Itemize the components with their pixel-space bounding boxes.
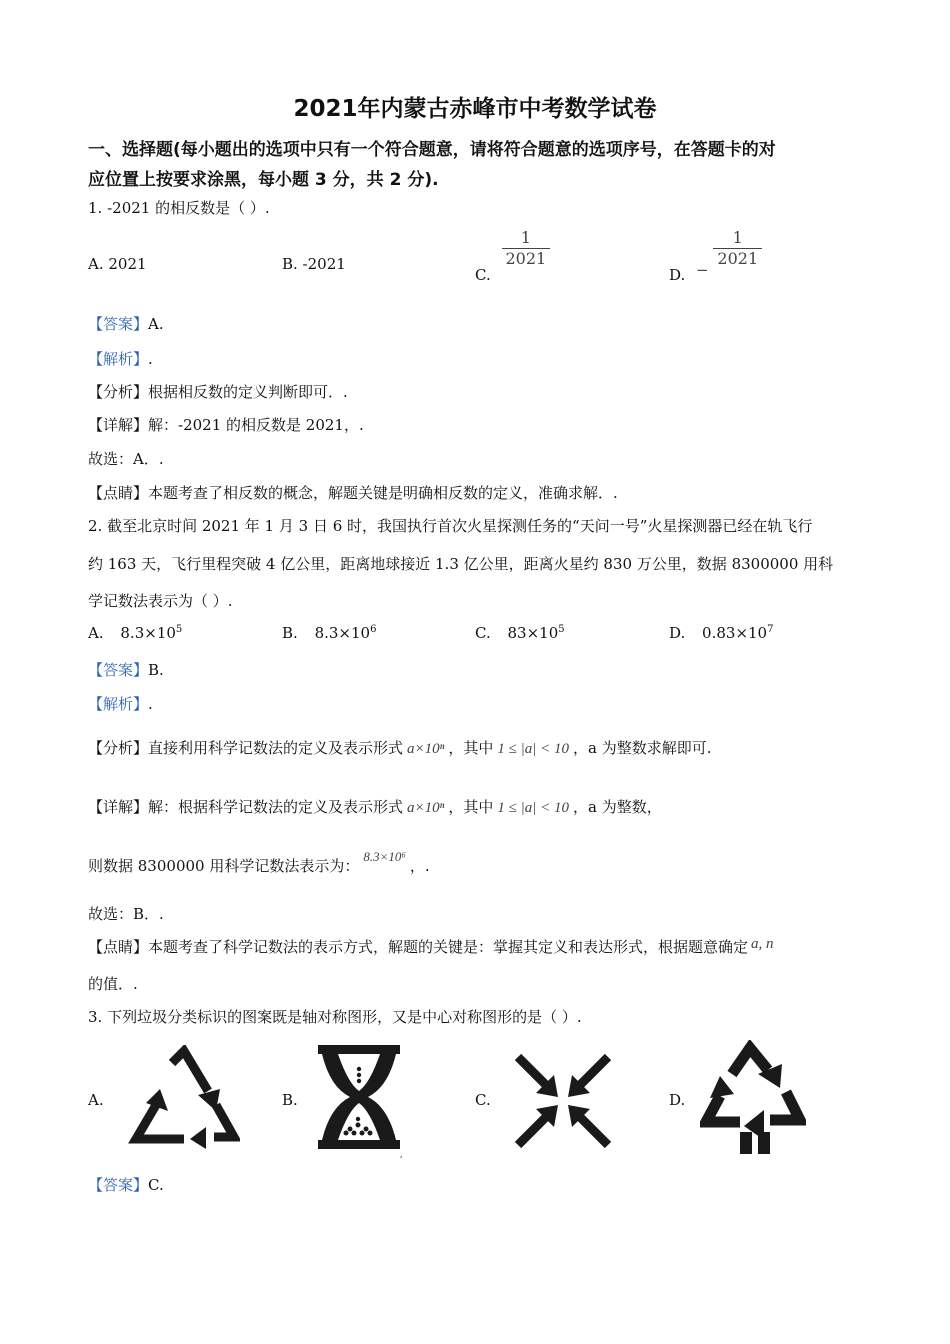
q2-option-b-exp: 6 (370, 624, 377, 635)
section-header-line1: 一、选择题(每小题出的选项中只有一个符合题意，请将符合题意的选项序号，在答题卡的对 (88, 140, 776, 160)
q1-analysis-value: . (148, 350, 153, 368)
q1-option-c-fraction (502, 228, 551, 269)
q2-fenxi (88, 737, 711, 758)
q2-fenxi-pre: 【分析】直接利用科学记数法的定义及表示形式 (88, 739, 404, 757)
q1-option-c-numerator: 1 (520, 228, 531, 247)
q2-result-post: ，. (409, 857, 430, 875)
q3-option-b-label: B. (282, 1091, 298, 1109)
q2-answer (88, 659, 164, 680)
q2-xiangjie-post: ，a 为整数， (573, 798, 662, 816)
q2-option-b (282, 624, 376, 642)
q3-option-d-label: D. (669, 1091, 686, 1109)
q2-fenxi-range: 1 ≤ |a| < 10 (497, 741, 569, 757)
q1-option-a: A. 2021 (88, 255, 147, 273)
q2-xiangjie-range: 1 ≤ |a| < 10 (497, 800, 569, 816)
recycle-triangle-icon (128, 1045, 240, 1149)
q2-dianjing-end: 的值．. (88, 975, 138, 993)
q2-xiangjie-formula: a×10ⁿ (407, 800, 445, 816)
q2-option-c-base: 83×10 (507, 624, 559, 642)
q1-option-d-fraction (713, 228, 762, 269)
q3-answer-value: C. (148, 1176, 164, 1194)
q2-xiangjie-pre: 【详解】解：根据科学记数法的定义及表示形式 (88, 798, 404, 816)
q2-dianjing-text: 【点睛】本题考查了科学记数法的表示方式，解题的关键是：掌握其定义和表达形式，根据题意确定 (88, 938, 749, 956)
q1-stem: 1. -2021 的相反数是（ ）. (88, 199, 270, 217)
q2-result-pre: 则数据 8300000 用科学记数法表示为： (88, 857, 360, 875)
q1-option-b: B. -2021 (282, 255, 346, 273)
q2-option-a (88, 624, 182, 642)
q2-dianjing-vars: a, n (751, 936, 774, 952)
four-arrows-inward-icon (514, 1053, 612, 1149)
q2-analysis (88, 693, 153, 714)
q3-answer-tag: 【答案】 (88, 1176, 149, 1194)
q3-option-a-label: A. (88, 1091, 104, 1109)
q2-xiangjie (88, 796, 662, 817)
q2-option-d-exp: 7 (767, 624, 774, 635)
q1-answer-tag: 【答案】 (88, 315, 149, 333)
q2-analysis-value: . (148, 695, 153, 713)
q1-answer (88, 313, 164, 334)
q2-fenxi-post: ，a 为整数求解即可. (573, 739, 712, 757)
q2-option-d-base: 0.83×10 (702, 624, 768, 642)
q3-stem: 3. 下列垃圾分类标识的图案既是轴对称图形，又是中心对称图形的是（ ）. (88, 1008, 582, 1026)
q2-stem-line2: 约 163 天，飞行里程突破 4 亿公里，距离地球接近 1.3 亿公里，距离火星约 830 万公里，数据 8300000 用科 (88, 555, 834, 573)
q2-result (88, 849, 430, 876)
q1-option-d-denominator: 2021 (713, 248, 762, 269)
q2-option-d-label: D. (669, 624, 686, 642)
q1-guxuan: 故选：A．. (88, 450, 164, 468)
q2-guxuan: 故选：B．. (88, 905, 164, 923)
q1-xiangjie: 【详解】解：-2021 的相反数是 2021，. (88, 416, 364, 434)
q2-option-b-label: B. (282, 624, 298, 642)
page-title: 2021年内蒙古赤峰市中考数学试卷 (293, 96, 657, 122)
q2-answer-value: B. (148, 661, 164, 679)
q1-option-d (669, 228, 762, 284)
q2-stem-line3: 学记数法表示为（ ）. (88, 592, 233, 610)
recycle-arrows-icon (700, 1040, 806, 1154)
q1-fenxi: 【分析】根据相反数的定义判断即可．. (88, 383, 348, 401)
q1-option-c (475, 228, 550, 284)
q2-option-c-exp: 5 (558, 624, 565, 635)
q2-answer-tag: 【答案】 (88, 661, 149, 679)
q1-option-d-label: D. (669, 265, 686, 284)
section-header-line2: 应位置上按要求涂黑，每小题 3 分，共 2 分). (88, 170, 439, 190)
q2-dianjing (88, 936, 774, 957)
q1-dianjing: 【点睛】本题考查了相反数的概念，解题关键是明确相反数的定义，准确求解．. (88, 484, 618, 502)
q2-option-a-label: A. (88, 624, 104, 642)
q1-option-d-numerator: 1 (732, 228, 743, 247)
q1-analysis-tag: 【解析】 (88, 350, 149, 368)
q2-stem-line1: 2. 截至北京时间 2021 年 1 月 3 日 6 时，我国执行首次火星探测任务的“天问一号”火星探测器已经在轨飞行 (88, 517, 813, 535)
q2-option-b-base: 8.3×10 (314, 624, 371, 642)
q2-fenxi-formula: a×10ⁿ (407, 741, 445, 757)
q2-fenxi-mid: ，其中 (448, 739, 494, 757)
q2-analysis-tag: 【解析】 (88, 695, 149, 713)
q2-option-d (669, 624, 773, 642)
q1-answer-value: A. (148, 315, 164, 333)
q2-option-c-label: C. (475, 624, 491, 642)
q2-result-formula: 8.3×10⁶ (363, 849, 406, 864)
q2-option-a-exp: 5 (175, 624, 183, 635)
q2-option-a-base: 8.3×10 (120, 624, 176, 642)
q1-option-c-label: C. (475, 265, 491, 284)
q1-option-d-sign: − (696, 260, 709, 279)
stray-mark: , (400, 1150, 403, 1159)
hourglass-icon (318, 1045, 400, 1149)
q2-xiangjie-mid: ，其中 (448, 798, 494, 816)
q1-option-c-denominator: 2021 (502, 248, 551, 269)
q2-option-c (475, 624, 565, 642)
q3-answer (88, 1174, 164, 1195)
q1-analysis (88, 348, 153, 369)
q3-option-c-label: C. (475, 1091, 491, 1109)
